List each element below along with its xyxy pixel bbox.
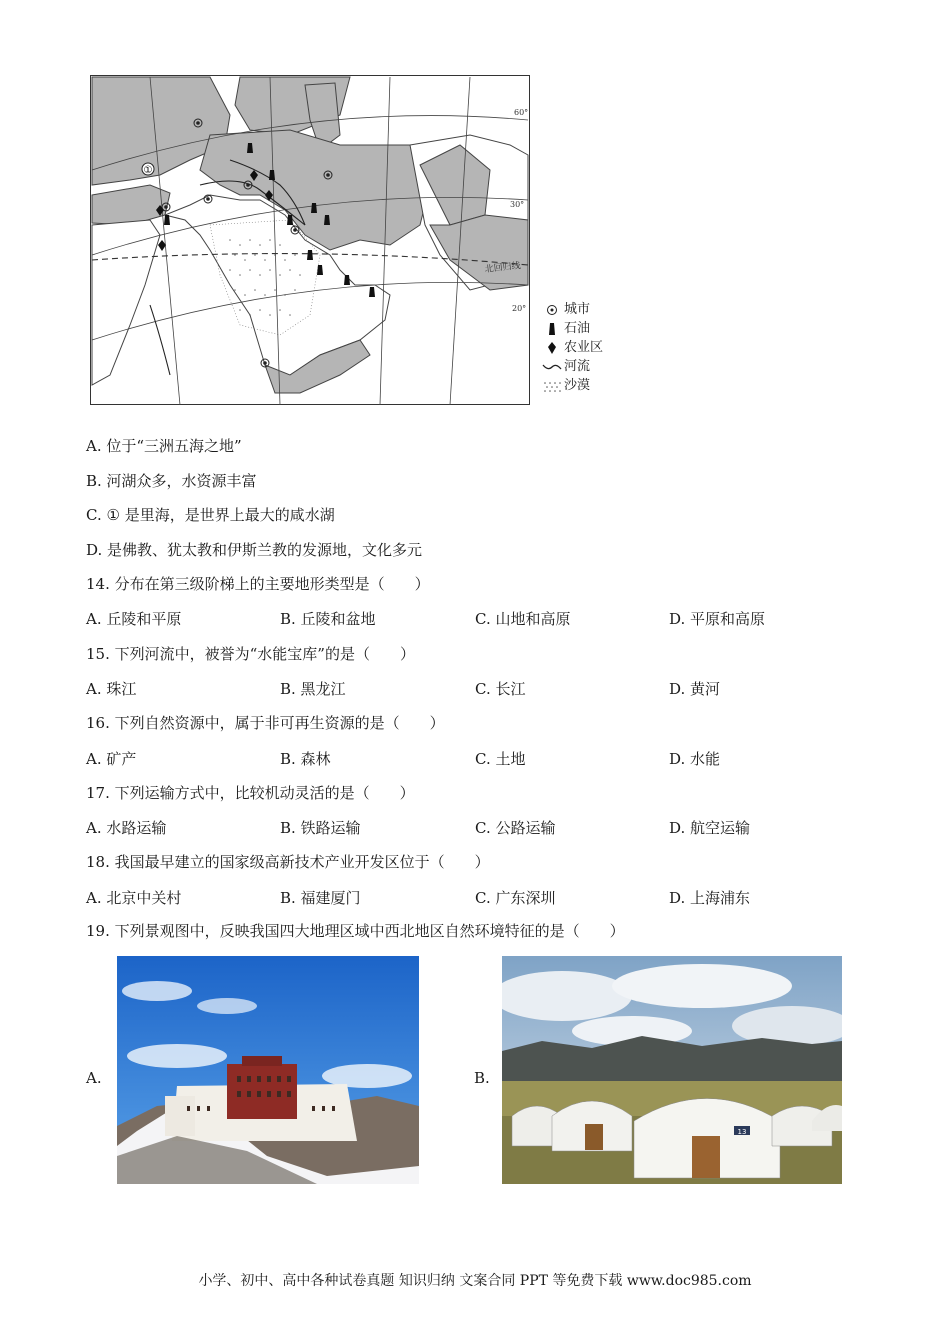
q16-option-a: A. 矿产 bbox=[86, 750, 137, 768]
q15-option-d: D. 黄河 bbox=[669, 680, 721, 698]
yurt-grassland-photo bbox=[502, 956, 842, 1184]
legend-row-river bbox=[540, 357, 603, 376]
legend-label: 城市 bbox=[564, 302, 591, 317]
q17-option-c: C. 公路运输 bbox=[475, 819, 556, 837]
q13-option-a: A. 位于“三洲五海之地” bbox=[86, 437, 242, 455]
legend-row-oil bbox=[540, 319, 603, 338]
tropic-label: 北回归线 bbox=[484, 261, 522, 275]
q17-option-d: D. 航空运输 bbox=[669, 819, 751, 837]
q17-option-a: A. 水路运输 bbox=[86, 819, 167, 837]
river-icon bbox=[540, 361, 564, 373]
question-16: 16. 下列自然资源中，属于非可再生资源的是（ ） bbox=[86, 714, 445, 732]
legend-label: 农业区 bbox=[564, 340, 604, 355]
q15-option-a: A. 珠江 bbox=[86, 680, 137, 698]
question-15: 15. 下列河流中，被誉为“水能宝库”的是（ ） bbox=[86, 645, 415, 663]
q14-option-d: D. 平原和高原 bbox=[669, 610, 766, 628]
q19-option-a-label: A. bbox=[86, 1069, 102, 1087]
q13-option-d: D. 是佛教、犹太教和伊斯兰教的发源地，文化多元 bbox=[86, 541, 423, 559]
marker-1-label: ① bbox=[143, 165, 153, 176]
q16-option-d: D. 水能 bbox=[669, 750, 721, 768]
q16-option-b: B. 森林 bbox=[280, 750, 331, 768]
question-14: 14. 分布在第三级阶梯上的主要地形类型是（ ） bbox=[86, 575, 430, 593]
question-17: 17. 下列运输方式中，比较机动灵活的是（ ） bbox=[86, 784, 415, 802]
q14-option-c: C. 山地和高原 bbox=[475, 610, 571, 628]
footer: 小学、初中、高中各种试卷真题 知识归纳 文案合同 PPT 等免费下载 www.doc985.com bbox=[198, 1273, 752, 1289]
map-legend bbox=[540, 300, 603, 395]
legend-row-desert bbox=[540, 376, 603, 395]
oil-icon bbox=[540, 322, 564, 336]
legend-label: 石油 bbox=[564, 321, 591, 336]
q14-option-b: B. 丘陵和盆地 bbox=[280, 610, 376, 628]
middle-east-map bbox=[90, 75, 530, 405]
potala-palace-photo bbox=[117, 956, 419, 1184]
yurt-sign: 13 bbox=[737, 1128, 747, 1136]
legend-label: 河流 bbox=[564, 359, 591, 374]
q13-option-b: B. 河湖众多，水资源丰富 bbox=[86, 472, 257, 490]
agri-icon bbox=[540, 341, 564, 355]
lat-20-label: 20° bbox=[512, 304, 527, 313]
q17-option-b: B. 铁路运输 bbox=[280, 819, 361, 837]
q18-option-b: B. 福建厦门 bbox=[280, 889, 361, 907]
question-19: 19. 下列景观图中，反映我国四大地理区域中西北地区自然环境特征的是（ ） bbox=[86, 922, 625, 940]
legend-label: 沙漠 bbox=[564, 378, 591, 393]
q16-option-c: C. 土地 bbox=[475, 750, 526, 768]
city-icon bbox=[540, 304, 564, 316]
legend-row-city bbox=[540, 300, 603, 319]
desert-icon bbox=[540, 380, 564, 392]
lat-30-label: 30° bbox=[510, 200, 525, 209]
legend-row-agri bbox=[540, 338, 603, 357]
question-18: 18. 我国最早建立的国家级高新技术产业开发区位于（ ） bbox=[86, 853, 490, 871]
lon-60-label: 60° bbox=[514, 108, 529, 117]
q18-option-a: A. 北京中关村 bbox=[86, 889, 182, 907]
q15-option-b: B. 黑龙江 bbox=[280, 680, 346, 698]
q18-option-c: C. 广东深圳 bbox=[475, 889, 556, 907]
q14-option-a: A. 丘陵和平原 bbox=[86, 610, 182, 628]
q18-option-d: D. 上海浦东 bbox=[669, 889, 751, 907]
q15-option-c: C. 长江 bbox=[475, 680, 526, 698]
q19-option-b-label: B. bbox=[474, 1069, 490, 1087]
q13-option-c: C. ① 是里海，是世界上最大的咸水湖 bbox=[86, 506, 335, 524]
